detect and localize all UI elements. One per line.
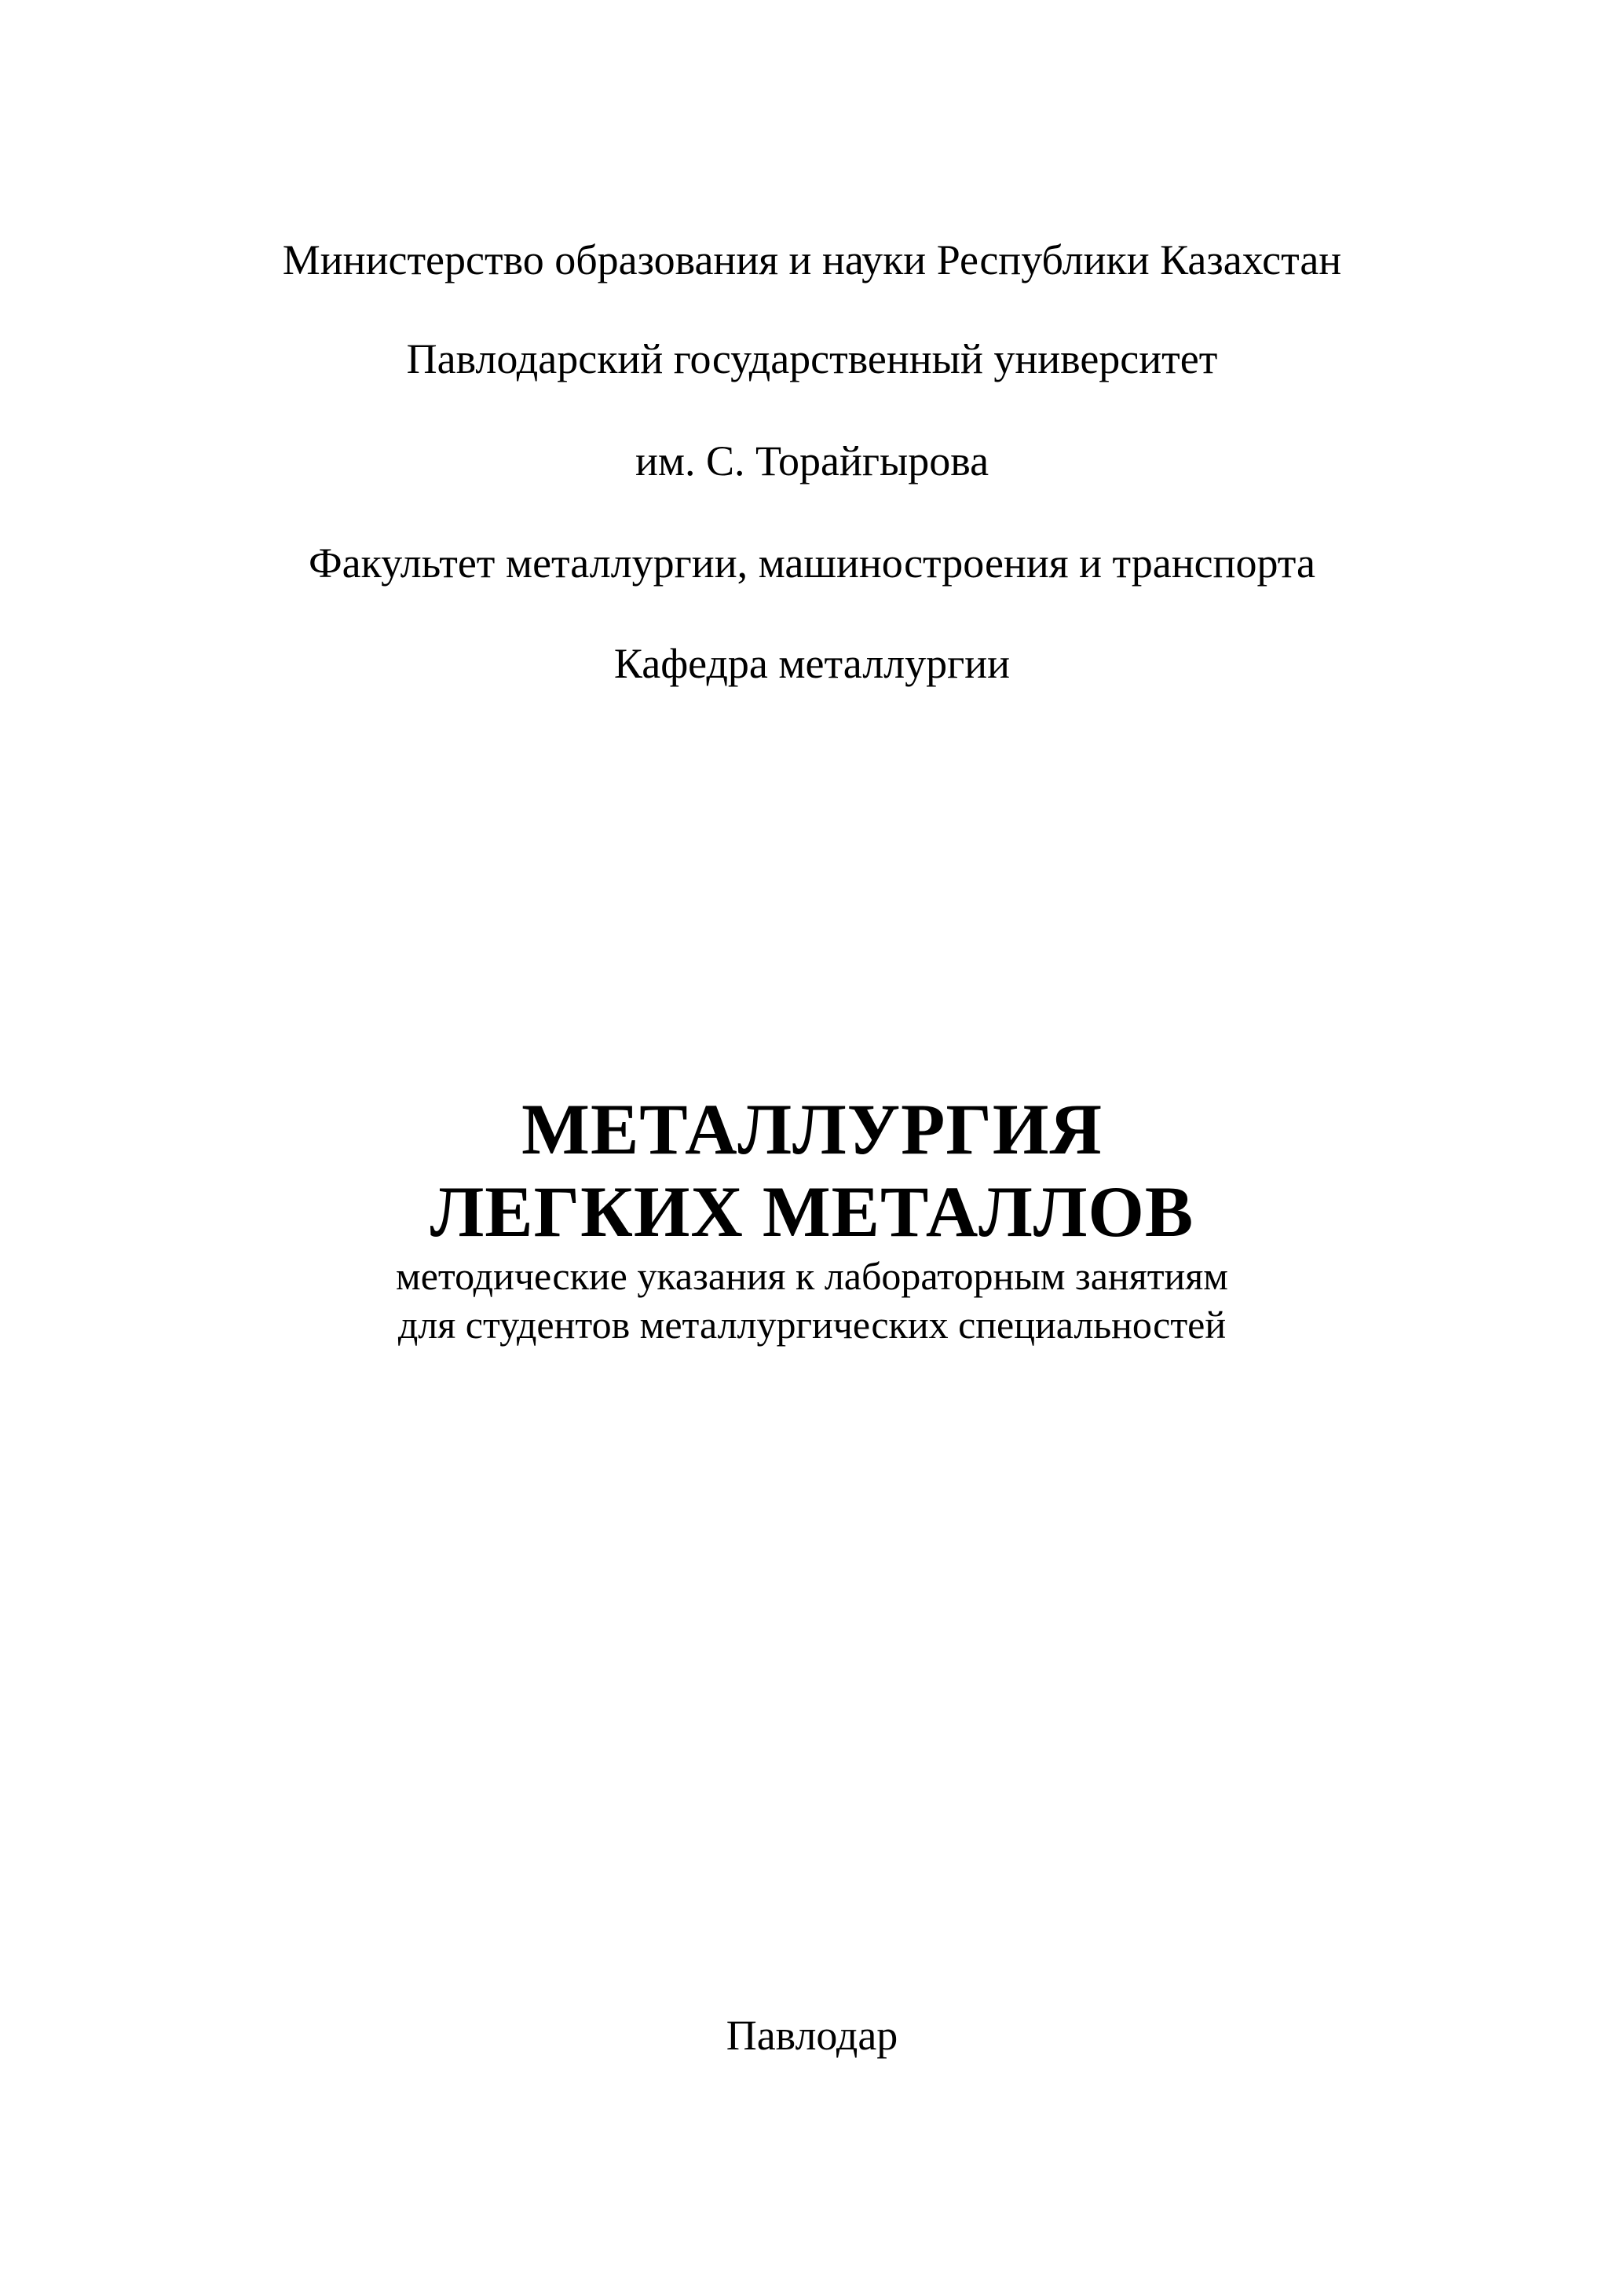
document-title-line-2: ЛЕГКИХ МЕТАЛЛОВ — [430, 1172, 1194, 1252]
document-title-line-1: МЕТАЛЛУРГИЯ — [521, 1089, 1103, 1169]
document-subtitle-line-1: методические указания к лабораторным занятиям — [396, 1254, 1228, 1298]
publication-city: Павлодар — [726, 2012, 898, 2059]
university-namesake: им. С. Торайгырова — [635, 437, 989, 484]
document-subtitle-line-2: для студентов металлургических специальностей — [397, 1303, 1227, 1347]
ministry-name: Министерство образования и науки Республики Казахстан — [282, 236, 1342, 283]
faculty-name: Факультет металлургии, машиностроения и транспорта — [309, 539, 1315, 587]
university-name: Павлодарский государственный университет — [406, 335, 1218, 382]
department-name: Кафедра металлургии — [613, 640, 1011, 687]
